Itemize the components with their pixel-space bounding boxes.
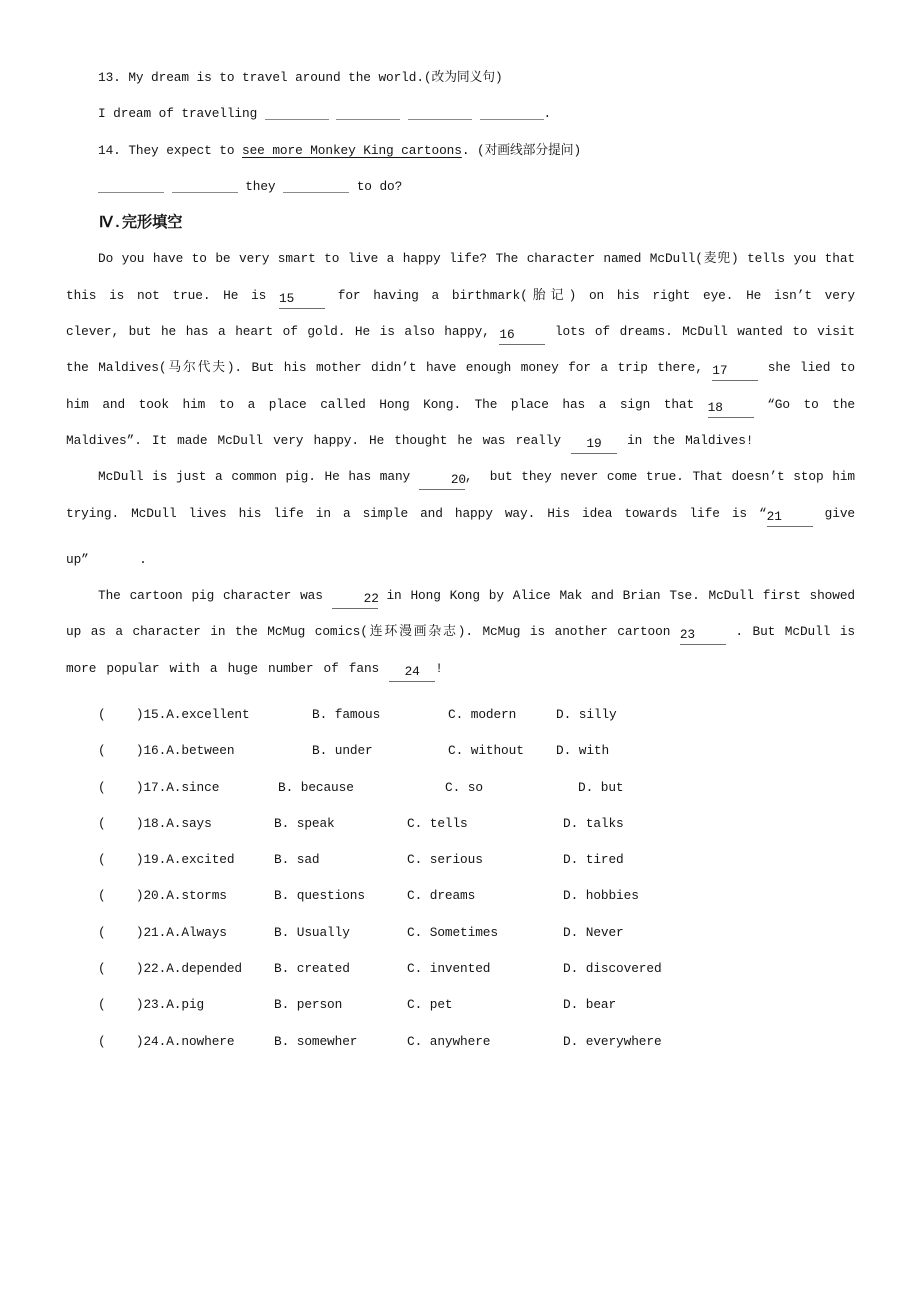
cloze-line [66,350,855,386]
cloze-line [66,651,855,687]
cloze-line [66,578,855,614]
option-d: D. discovered [563,961,662,977]
option-b: B. person [274,997,343,1013]
option-c: C. so [445,779,483,795]
option-c: C. without [448,743,524,759]
cloze-text: “Go to the [753,396,855,412]
cloze-blank-15[interactable]: 15 [279,289,325,309]
cloze-text: lots of dreams. McDull wanted to visit [545,324,855,340]
cloze-line [66,614,855,650]
cloze-text: clever, but he has a heart of gold. He is also happy, [66,324,500,340]
option-b: B. speak [274,815,335,831]
answer-bracket[interactable]: ( )20.A.storms [98,888,227,904]
cloze-blank-21[interactable]: 21 [767,507,813,527]
option-d: D. talks [563,815,624,831]
answer-bracket[interactable]: ( )18.A.says [98,815,212,831]
cloze-text: she lied to [758,360,855,376]
option-row-19 [0,842,920,878]
cloze-text: McDull is just a common pig. He has many [98,469,419,485]
cloze-blank-18[interactable]: 18 [708,398,754,418]
option-c: C. invented [407,961,491,977]
option-row-17 [0,770,920,806]
cloze-text: , but they never come true. That doesn’t stop him [464,469,855,485]
option-row-16 [0,733,920,769]
option-b: B. because [278,779,354,795]
option-b: B. under [312,743,373,759]
option-b: B. Usually [274,924,350,940]
cloze-text: trying. McDull lives his life in a simple and happy way. His idea towards life is “ [66,505,767,521]
option-d: D. everywhere [563,1033,662,1049]
option-c: C. anywhere [407,1033,491,1049]
option-d: D. silly [556,707,617,722]
cloze-line [66,459,855,495]
option-row-24 [0,1024,920,1060]
question-13-answer-line [66,96,855,132]
cloze-text: this is not true. He is [66,287,280,303]
cloze-line [66,542,855,578]
cloze-text: Maldives”. It made McDull very happy. He thought he was really [66,432,572,448]
question-13-stem [66,60,855,96]
option-row-23 [0,987,920,1023]
option-c: C. tells [407,815,468,831]
option-d: D. tired [563,852,624,868]
answer-bracket[interactable]: ( )17.A.since [98,779,220,795]
worksheet-page [66,60,855,687]
question-14-stem [66,133,855,169]
answer-bracket[interactable]: ( )24.A.nowhere [98,1033,235,1049]
cloze-blank-20[interactable]: 20 [419,470,465,490]
answer-blank[interactable] [480,104,544,120]
option-d: D. hobbies [563,888,639,904]
option-b: B. questions [274,888,365,904]
answer-bracket[interactable]: ( )15.A.excellent [98,707,250,722]
cloze-line [66,314,855,350]
answer-bracket[interactable]: ( )22.A.depended [98,961,243,977]
cloze-text: Do you have to be very smart to live a happy life? The character named McDull(麦兜) tells you that [98,251,855,267]
option-d: D. but [578,779,624,795]
cloze-blank-22[interactable]: 22 [332,589,378,609]
cloze-text: him and took him to a place called Hong Kong. The place has a sign that [66,396,708,412]
question-14-prefix: 14. They expect to [98,142,243,158]
answer-blank[interactable] [98,177,164,193]
cloze-line [66,496,855,532]
answer-bracket[interactable]: ( )16.A.between [98,743,235,759]
answer-suffix: . [543,106,552,122]
cloze-text: up” . [66,551,147,567]
cloze-text: give [812,505,855,521]
option-row-22 [0,951,920,987]
option-row-21 [0,915,920,951]
option-c: C. pet [407,997,453,1013]
cloze-blank-24[interactable]: 24 [389,662,435,682]
option-d: D. with [556,743,610,759]
option-c: C. serious [407,852,483,868]
option-b: B. famous [312,707,381,722]
cloze-text: The cartoon pig character was [98,588,332,604]
cloze-line [66,278,855,314]
cloze-line [66,387,855,423]
cloze-text: more popular with a huge number of fans [66,660,390,676]
option-d: D. bear [563,997,617,1013]
cloze-blank-19[interactable]: 19 [571,434,617,454]
answer-bracket[interactable]: ( )21.A.Always [98,924,227,940]
question-14-suffix: . (对画线部分提问) [461,142,582,158]
options-block [0,697,920,1060]
question-13-text: 13. My dream is to travel around the world.(改为同义句) [98,70,503,85]
cloze-line [66,241,855,277]
cloze-text: ! [435,660,443,676]
answer-blank[interactable] [172,177,238,193]
option-d: D. Never [563,924,624,940]
answer-tail: to do? [356,178,403,194]
option-row-20 [0,878,920,914]
option-c: C. modern [448,707,517,722]
answer-bracket[interactable]: ( )23.A.pig [98,997,205,1013]
cloze-blank-17[interactable]: 17 [712,361,758,381]
option-c: C. Sometimes [407,924,498,940]
answer-blank[interactable] [283,177,349,193]
answer-bracket[interactable]: ( )19.A.excited [98,852,235,868]
cloze-text: . But McDull is [725,624,855,640]
underlined-phrase: see more Monkey King cartoons [242,142,462,158]
option-c: C. dreams [407,888,476,904]
question-14-answer-line [66,169,855,205]
cloze-text: for having a birthmark(胎记) on his right eye. He isn’t very [325,287,855,303]
answer-blank[interactable] [265,104,329,120]
option-b: B. sad [274,852,320,868]
option-b: B. created [274,961,350,977]
cloze-blank-16[interactable]: 16 [499,325,545,345]
cloze-blank-23[interactable]: 23 [680,625,726,645]
answer-prefix: I dream of travelling [98,106,258,122]
option-b: B. somewher [274,1033,358,1049]
option-row-15 [0,697,920,733]
cloze-text: in Hong Kong by Alice Mak and Brian Tse. McDull first showed [377,588,855,604]
cloze-line [66,423,855,459]
section-heading-text: Ⅳ.完形填空 [99,214,183,233]
answer-word: they [245,178,276,194]
cloze-text: the Maldives(马尔代夫). But his mother didn’t have enough money for a trip there, [66,360,713,376]
section-heading [66,205,855,241]
cloze-text: up as a character in the McMug comics(连环漫画杂志). McMug is another cartoon [66,624,680,640]
option-row-18 [0,806,920,842]
answer-blank[interactable] [408,104,472,120]
cloze-text: in the Maldives! [617,432,754,448]
answer-blank[interactable] [336,104,400,120]
